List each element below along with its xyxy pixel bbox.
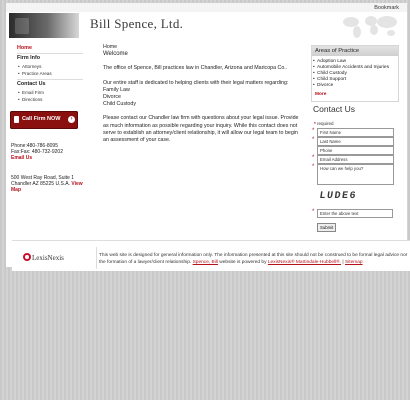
required-note xyxy=(314,121,334,126)
first-name-field[interactable]: First Name xyxy=(317,128,394,137)
required-label: required xyxy=(317,121,334,126)
required-star: * xyxy=(314,121,316,126)
logo-image xyxy=(9,13,79,38)
lexisnexis-logo[interactable]: LexisNexis xyxy=(32,254,64,262)
footer xyxy=(12,240,410,271)
staff-paragraph: Our entire staff is dedicated to helping clients with their legal matters regarding: xyxy=(103,79,289,86)
sidebar-firm-info[interactable]: Firm Info xyxy=(17,55,41,61)
email-us-link[interactable]: Email Us xyxy=(11,155,33,161)
practice-area-link[interactable]: • Automobile Accidents and Injuries xyxy=(317,65,389,70)
more-link[interactable]: More xyxy=(315,92,327,97)
phone-field[interactable]: Phone xyxy=(317,146,394,155)
practice-list-item: Divorce xyxy=(103,94,121,101)
areas-of-practice-title: Areas of Practice xyxy=(312,46,398,56)
main-content xyxy=(103,44,305,144)
sitemap-link[interactable]: Sitemap xyxy=(344,259,363,265)
divider xyxy=(17,53,83,54)
address-line-1: 500 West Ray Road, Suite 1 xyxy=(11,175,74,181)
header xyxy=(6,12,407,40)
lexisnexis-logo-icon xyxy=(23,253,31,261)
divider xyxy=(17,79,83,80)
submit-button[interactable]: Submit xyxy=(317,223,336,232)
practice-list-item: Family Law xyxy=(103,86,130,93)
last-name-field[interactable]: Last Name xyxy=(317,137,394,146)
disclaimer-text: This web site is designed for general information only. The information presented at this site should not be construed to be formal legal advice nor the formation of a lawyer/client relationship. Spence, Bill website is powered by LexisNexis® Martindale-Hubbell®. | Sitemap xyxy=(99,253,408,265)
practice-area-link[interactable]: • Divorce xyxy=(317,83,333,88)
message-textarea[interactable]: How can we help you? xyxy=(317,164,394,185)
required-star: * xyxy=(312,164,315,170)
phone-number: Phone:480-786-8095 xyxy=(11,143,58,149)
firm-link[interactable]: Spence, Bill xyxy=(192,259,218,265)
practice-area-link[interactable]: • Child Custody xyxy=(317,71,347,76)
footer-divider xyxy=(96,247,97,269)
phone-icon xyxy=(14,116,19,123)
map-link[interactable]: Map xyxy=(11,187,21,193)
address-city: Chandler AZ 85225 U.S.A. xyxy=(11,181,70,187)
contact-paragraph: Please contact our Chandler law firm with questions about your legal issue. Provide as much information as possible regarding your inquiry. While this contact does not serve to establish an attorney/client relationship, it will allow our legal team to begin an assessment of your case. xyxy=(103,115,299,144)
practice-area-link[interactable]: • Child Support xyxy=(317,77,346,82)
sidebar-directions[interactable]: • Directions xyxy=(18,97,42,102)
sidebar-practice-areas[interactable]: • Practice Areas xyxy=(18,71,52,76)
practice-area-link[interactable]: • Adoption Law xyxy=(317,59,346,64)
view-map-link[interactable]: View xyxy=(71,181,83,187)
page-heading: Welcome xyxy=(103,51,128,58)
contact-form-title: Contact Us xyxy=(313,104,356,114)
required-star: * xyxy=(312,209,315,215)
disclaimer-main: This web site is designed for general information only. The information presented at this site should not be construed to be formal legal advice nor the formation of a lawyer/client relationship. xyxy=(99,253,408,265)
arrow-right-icon: › xyxy=(68,116,75,123)
sidebar-contact-us[interactable]: Contact Us xyxy=(17,81,46,87)
fax-number: Fax:Fax: 480-732-9202 xyxy=(11,149,63,155)
required-star: * xyxy=(312,137,315,143)
disclaimer-powered: website is powered by xyxy=(219,259,267,265)
areas-of-practice-box xyxy=(311,45,399,102)
required-star: * xyxy=(312,128,315,134)
top-strip xyxy=(6,3,407,12)
call-firm-label: Call Firm NOW xyxy=(22,116,61,122)
captcha-image: LUDE6 xyxy=(318,191,358,202)
site-title: Bill Spence, Ltd. xyxy=(90,16,184,31)
page-frame xyxy=(6,3,407,267)
lexisnexis-link[interactable]: LexisNexis® Martindale-Hubbell®. xyxy=(267,259,342,265)
captcha-input[interactable]: Enter the above text xyxy=(317,209,393,218)
sidebar-home[interactable]: Home xyxy=(17,45,32,51)
globe-map-icon xyxy=(341,13,399,39)
required-star: * xyxy=(312,155,315,161)
call-firm-button[interactable] xyxy=(10,111,78,129)
intro-paragraph: The office of Spence, Bill practices law in Chandler, Arizona and Maricopa Co.. xyxy=(103,65,288,72)
sidebar-attorneys[interactable]: • Attorneys xyxy=(18,64,41,69)
email-field[interactable]: Email Address xyxy=(317,155,394,164)
sidebar-email-firm[interactable]: • Email Firm xyxy=(18,90,44,95)
practice-list-item: Child Custody xyxy=(103,101,136,108)
address-line-2 xyxy=(11,181,83,187)
bookmark-link[interactable]: Bookmark xyxy=(374,5,399,11)
breadcrumb: Home xyxy=(103,44,118,50)
